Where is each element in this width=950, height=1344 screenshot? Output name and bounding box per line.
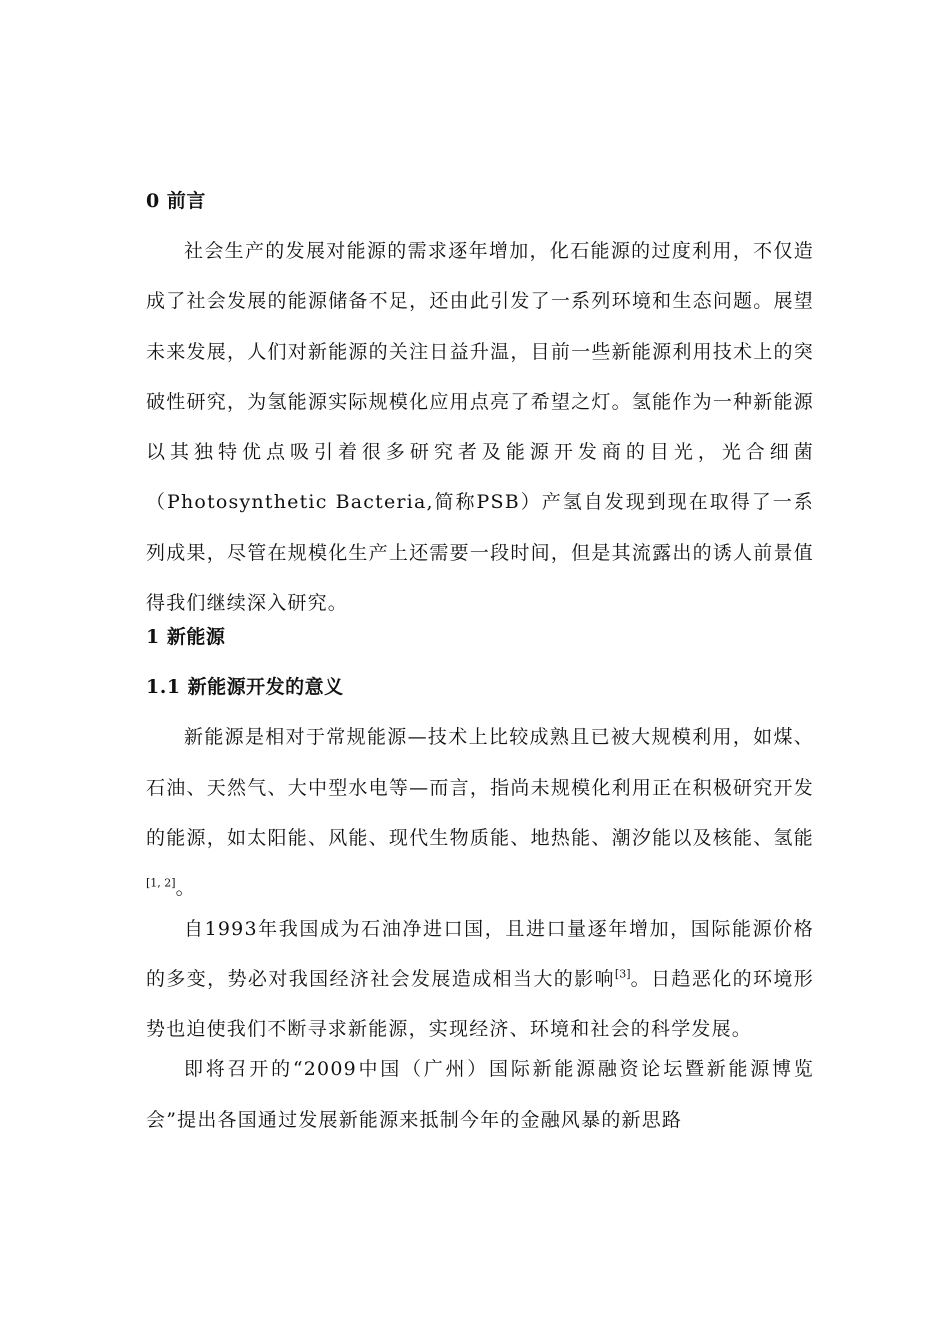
citation-3: [3] bbox=[614, 967, 631, 981]
citation-1-2: [1, 2] bbox=[146, 876, 176, 890]
document-body bbox=[146, 186, 814, 1145]
forum-paragraph: 即将召开的“2009中国（广州）国际新能源融资论坛暨新能源博览会”提出各国通过发展新能源来抵制今年的金融风暴的新思路 bbox=[146, 1058, 814, 1131]
definition-text: 新能源是相对于常规能源—技术上比较成熟且已被大规模利用，如煤、石油、天然气、大中型水电等—而言，指尚未规模化利用正在积极研究开发的能源，如太阳能、风能、现代生物质能、地热能、潮汐能以及核能、氢能 bbox=[146, 726, 814, 849]
definition-paragraph bbox=[146, 712, 814, 913]
section-heading-preface: 0 前言 bbox=[146, 190, 206, 212]
section-heading-new-energy: 1 新能源 bbox=[146, 626, 226, 649]
import-paragraph bbox=[146, 904, 814, 1055]
import-text-rest: 。日趋恶化的环境形势也迫使我们不断寻求新能源，实现经济、环境和社会的科学发展。 bbox=[146, 967, 814, 1041]
import-text: 自1993年我国成为石油净进口国，且进口量逐年增加，国际能源价格的多变，势必对我国经济社会发展造成相当大的影响 bbox=[146, 917, 814, 990]
definition-end: 。 bbox=[175, 877, 196, 900]
preface-paragraph: 社会生产的发展对能源的需求逐年增加，化石能源的过度利用，不仅造成了社会发展的能源储备不足，还由此引发了一系列环境和生态问题。展望未来发展，人们对新能源的关注日益升温，目前一些新能源利用技术上的突破性研究，为氢能源实际规模化应用点亮了希望之灯。氢能作为一种新能源以其独特优点吸引着很多研究者及能源开发商的目光，光合细菌（Photosynthetic Bacteria,简称PSB）产氢自发现到现在取得了一系列成果，尽管在规模化生产上还需要一段时间，但是其流露出的诱人前景值得我们继续深入研究。 bbox=[146, 240, 814, 615]
subsection-heading-significance: 1.1 新能源开发的意义 bbox=[146, 676, 344, 699]
